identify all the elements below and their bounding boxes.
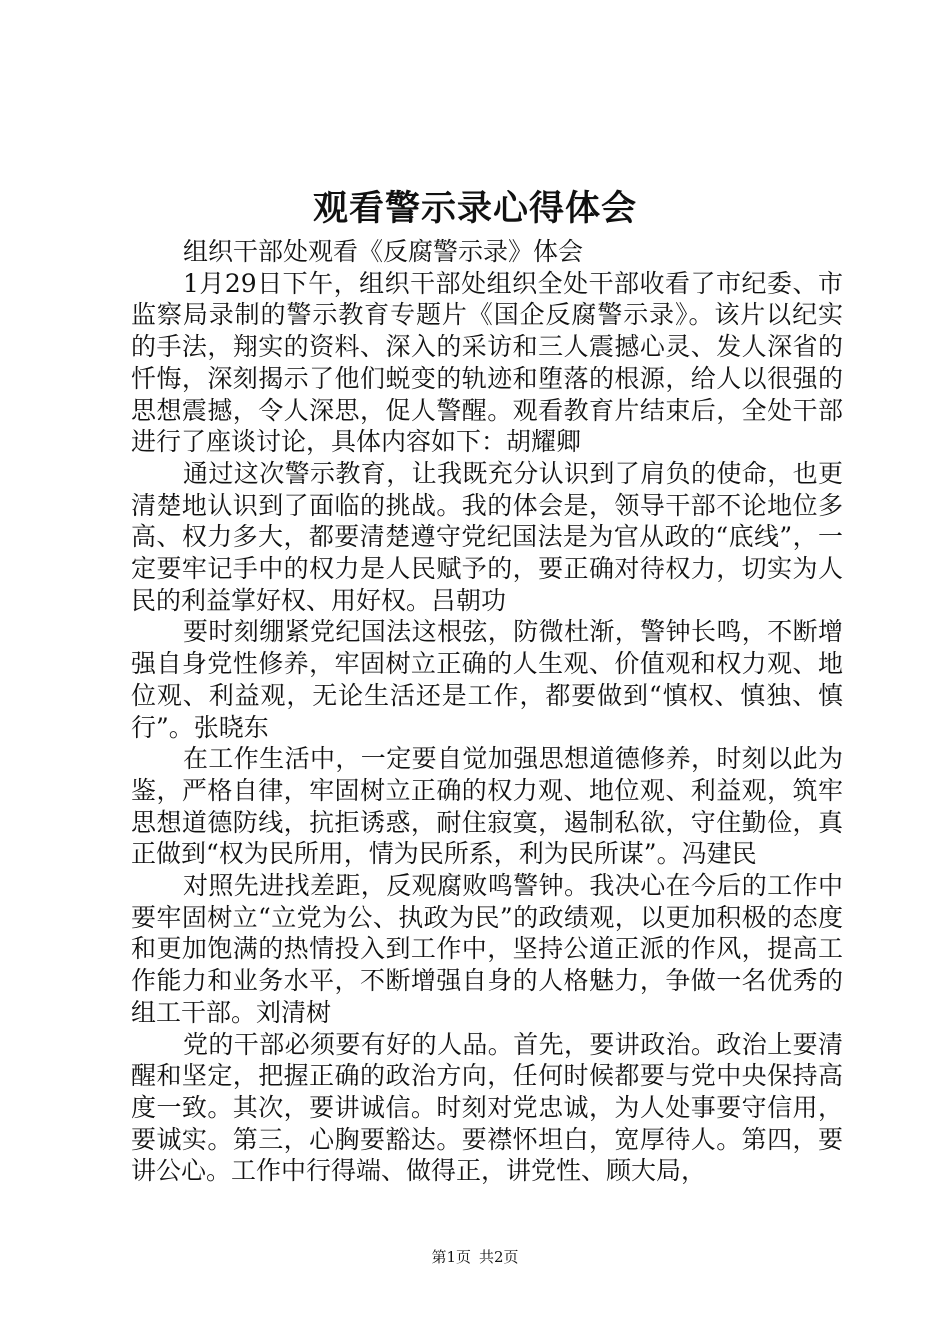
page-total: 共2页: [479, 1248, 519, 1266]
paragraph-liu-qingshu: 对照先进找差距，反观腐败鸣警钟。我决心在今后的工作中要牢固树立“立党为公、执政为民”的政绩观，以更加积极的态度和更加饱满的热情投入到工作中，坚持公道正派的作风，提高工作能力和业务水平，不断增强自身的人格魅力，争做一名优秀的组工干部。刘清树: [131, 871, 843, 1027]
page-number: 第1页: [431, 1248, 471, 1266]
paragraph-party-cadre: 党的干部必须要有好的人品。首先，要讲政治。政治上要清醒和坚定，把握正确的政治方向，任何时候都要与党中央保持高度一致。其次，要讲诚信。时刻对党忠诚，为人处事要守信用，要诚实。第三，心胸要豁达。要襟怀坦白，宽厚待人。第四，要讲公心。工作中行得端、做得正，讲党性、顾大局，: [131, 1029, 843, 1186]
paragraph-intro: 1月29日下午，组织干部处组织全处干部收看了市纪委、市监察局录制的警示教育专题片《国企反腐警示录》。该片以纪实的手法，翔实的资料、深入的采访和三人震撼心灵、发人深省的忏悔，深刻揭示了他们蜕变的轨迹和堕落的根源，给人以很强的思想震撼，令人深思，促人警醒。观看教育片结束后，全处干部进行了座谈讨论，具体内容如下：胡耀卿: [131, 268, 843, 457]
paragraph-zhang-xiaodong: 要时刻绷紧党纪国法这根弦，防微杜渐，警钟长鸣，不断增强自身党性修养，牢固树立正确的人生观、价值观和权力观、地位观、利益观，无论生活还是工作，都要做到“慎权、慎独、慎行”。张晓东: [131, 617, 843, 742]
paragraph-lv-chaogong: 通过这次警示教育，让我既充分认识到了肩负的使命，也更清楚地认识到了面临的挑战。我的体会是，领导干部不论地位多高、权力多大，都要清楚遵守党纪国法是为官从政的“底线”，一定要牢记手中的权力是人民赋予的，要正确对待权力，切实为人民的利益掌好权、用好权。吕朝功: [131, 458, 843, 615]
page-footer: [0, 1247, 950, 1267]
document-title: 观看警示录心得体会: [312, 188, 637, 229]
document-body: [131, 236, 843, 1187]
paragraph-subtitle: 组织干部处观看《反腐警示录》体会: [183, 237, 584, 266]
paragraph-feng-jianmin: 在工作生活中，一定要自觉加强思想道德修养，时刻以此为鉴，严格自律，牢固树立正确的权力观、地位观、利益观，筑牢思想道德防线，抗拒诱惑，耐住寂寞，遏制私欲，守住勤俭，真正做到“权为民所用，情为民所系，利为民所谋”。冯建民: [131, 744, 843, 869]
